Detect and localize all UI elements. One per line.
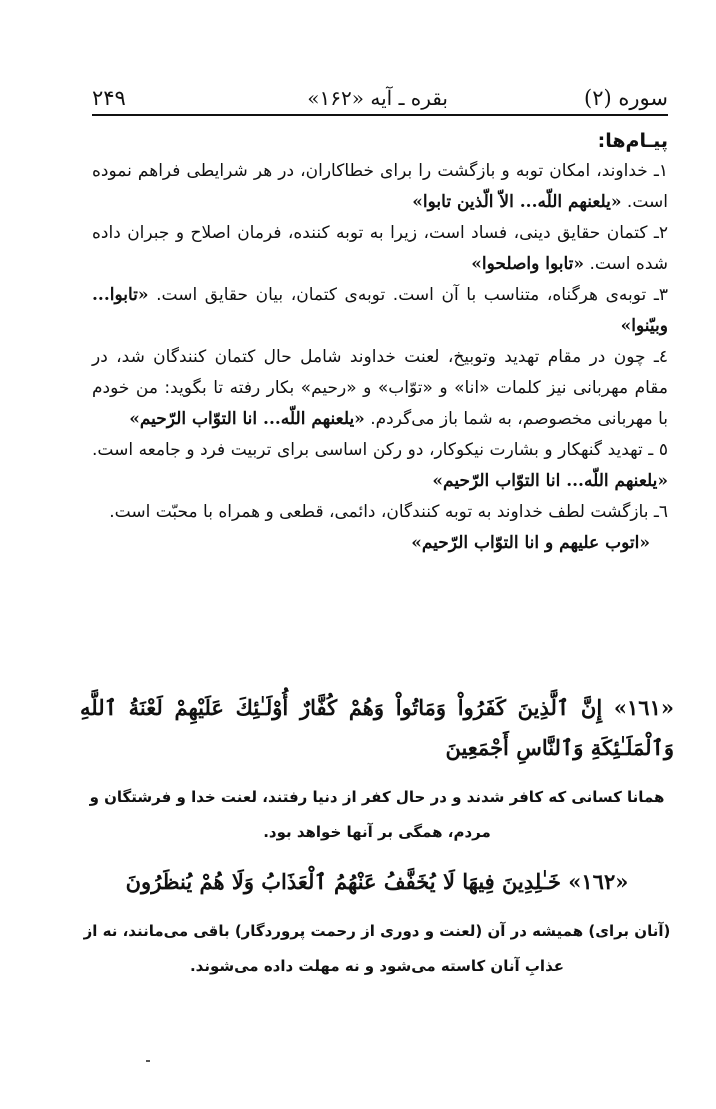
message-quote: «یلعنهم اللّه... الاّ الّذین تابوا» bbox=[412, 192, 622, 212]
page-number: ۲۴۹ bbox=[92, 86, 126, 110]
messages-title: پیـام‌ها: bbox=[597, 130, 668, 152]
verse-translation: (آنان برای) همیشه در آن (لعنت و دوری از رحمت پروردگار) باقی می‌مانند، نه از عذابِ آنان کاسته می‌شود و نه مهلت داده می‌شوند. bbox=[83, 922, 671, 975]
verse-arabic-text bbox=[80, 688, 674, 768]
message-item-1 bbox=[92, 156, 668, 218]
ayah-reference: بقره ـ آیه «۱۶۲» bbox=[307, 86, 448, 110]
print-speck bbox=[146, 1060, 150, 1062]
message-quote: «یلعنهم اللّه... انا التوّاب الرّحیم» bbox=[432, 471, 668, 491]
verse-number: «۱٦۱» bbox=[613, 695, 674, 720]
message-quote: «تابوا واصلحوا» bbox=[471, 254, 585, 274]
message-text: ۳ـ توبه‌ی هرگناه، متناسب با آن است. توبه‌ی کتمان، بیان حقایق است. bbox=[156, 285, 668, 305]
message-text: ۱ـ خداوند، امکان توبه و بازگشت را برای خطاکاران، در هر شرایطی فراهم نموده است. bbox=[92, 161, 668, 212]
page-header bbox=[92, 80, 668, 116]
verse-arabic: خَـٰلِدِينَ فِيهَا لَا يُخَفَّفُ عَنْهُمُ ٱلْعَذَابُ وَلَا هُمْ يُنظَرُونَ bbox=[125, 869, 561, 894]
message-quote: «اتوب علیهم و انا التوّاب الرّحیم» bbox=[411, 533, 650, 553]
verse-arabic: إِنَّ ٱلَّذِينَ كَفَرُواْ وَمَاتُواْ وَهُمْ كُفَّارٌ أُوْلَـٰئِكَ عَلَيْهِمْ لَعْنَةُ ٱللَّهِ وَٱلْمَلَـٰئِكَةِ وَٱلنَّاسِ أَجْمَعِينَ bbox=[80, 695, 674, 760]
message-item-5 bbox=[92, 435, 668, 497]
verse-161 bbox=[80, 688, 674, 850]
messages-section bbox=[92, 126, 668, 559]
verse-number: «۱٦۲» bbox=[568, 869, 629, 894]
message-quote: «یلعنهم اللّه... انا التوّاب الرّحیم» bbox=[129, 409, 365, 429]
message-text: ٦ـ بازگشت لطف خداوند به توبه کنندگان، دائمی، قطعی و همراه با محبّت است. bbox=[109, 502, 668, 522]
message-item-3 bbox=[92, 280, 668, 342]
verse-translation: همانا کسانی که کافر شدند و در حال کفر از دنیا رفتند، لعنت خدا و فرشتگان و مردم، همگی بر آنها خواهد بود. bbox=[89, 788, 665, 841]
message-item-6 bbox=[92, 497, 668, 559]
message-item-4 bbox=[92, 342, 668, 435]
message-quote: «تابوا... وبیّنوا» bbox=[92, 285, 668, 336]
verse-162 bbox=[80, 862, 674, 984]
message-item-2 bbox=[92, 218, 668, 280]
message-text: ٥ ـ تهدید گنهکار و بشارت نیکوکار، دو رکن اساسی برای تربیت فرد و جامعه است. bbox=[92, 440, 668, 460]
message-text: ۲ـ کتمان حقایق دینی، فساد است، زیرا به توبه کننده، فرمان اصلاح و جبران داده شده است. bbox=[92, 223, 668, 274]
surah-label: سوره (۲) bbox=[584, 86, 668, 110]
verse-arabic-text bbox=[80, 862, 674, 902]
message-text: ٤ـ چون در مقام تهدید وتوبیخ، لعنت خداوند شامل حال کتمان کنندگان شد، در مقام مهربانی نیز کلمات «انا» و «توّاب» و «رحیم» بکار رفته تا بگوید: من خودم با مهربانی مخصوصم، به شما باز می‌گردم. bbox=[92, 347, 668, 429]
